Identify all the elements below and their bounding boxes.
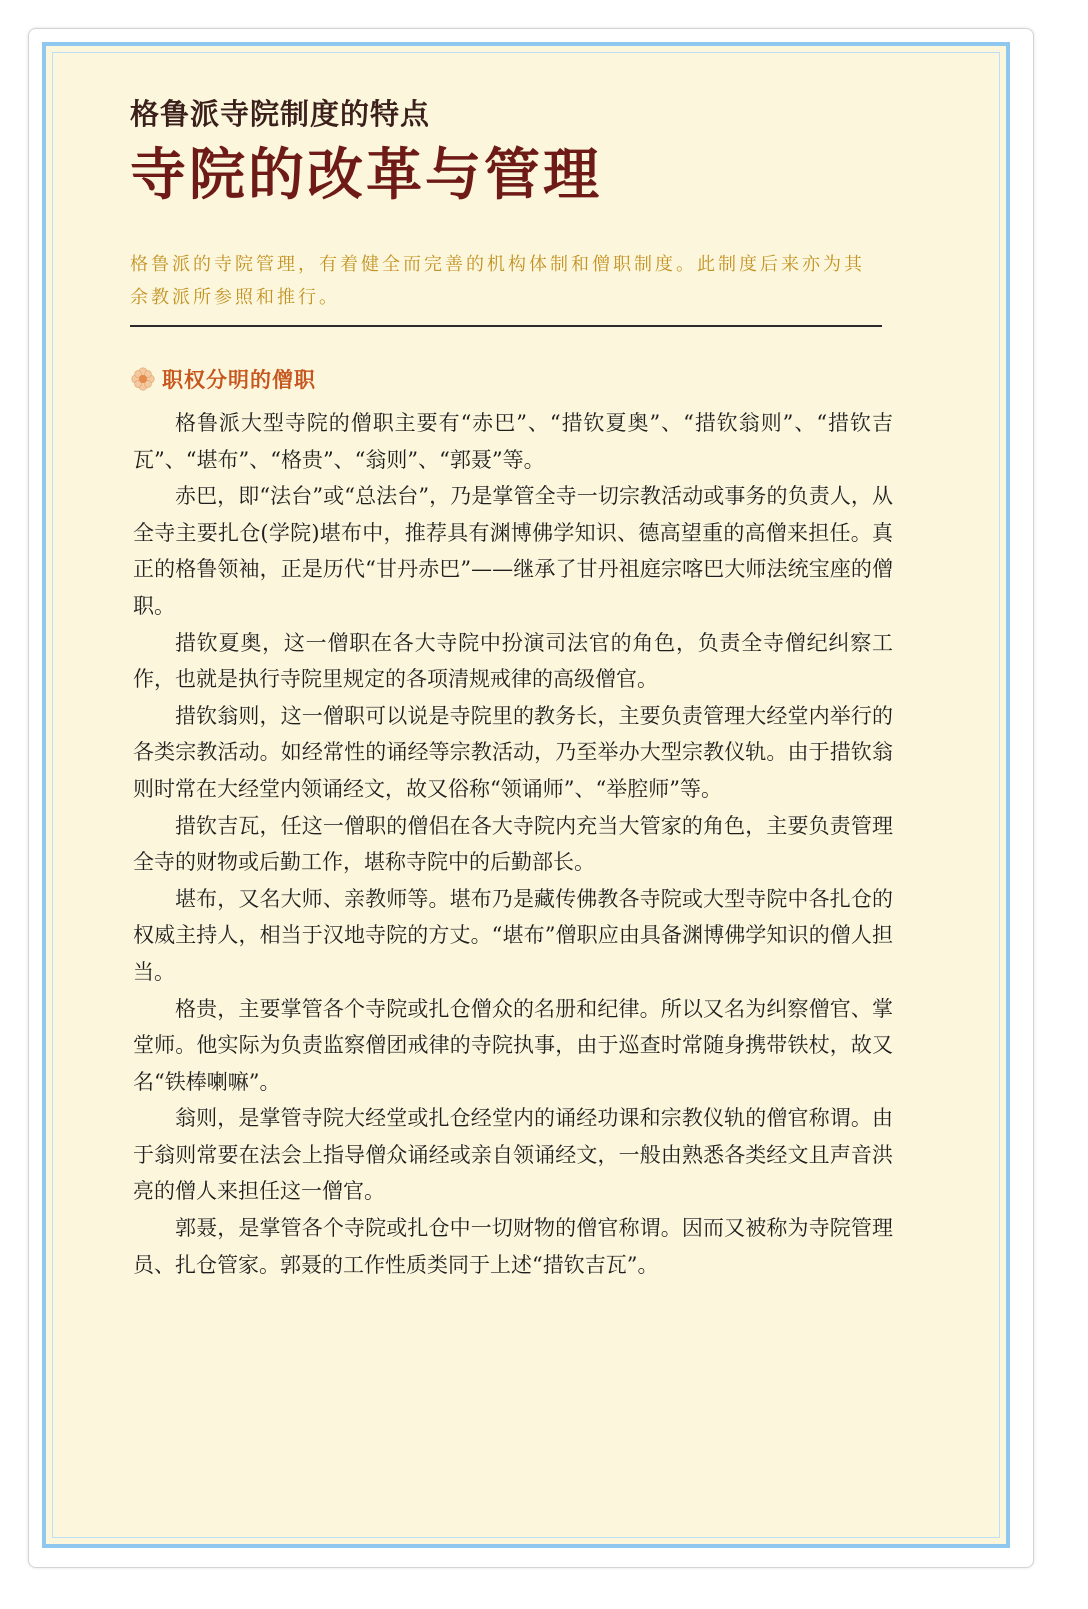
flower-icon — [130, 366, 156, 392]
section-title: 职权分明的僧职 — [162, 367, 316, 392]
article-kicker: 格鲁派寺院制度的特点 — [130, 97, 431, 131]
article-lead: 格鲁派的寺院管理，有着健全而完善的机构体制和僧职制度。此制度后来亦为其余教派所参照和推行。 — [130, 254, 865, 308]
article-body — [133, 405, 893, 1283]
paragraph: 郭聂，是掌管各个寺院或扎仓中一切财物的僧官称谓。因而又被称为寺院管理员、扎仓管家。郭聂的工作性质类同于上述“措钦吉瓦”。 — [133, 1216, 893, 1277]
article-title: 寺院的改革与管理 — [130, 142, 602, 208]
divider-rule — [130, 325, 882, 327]
paragraph: 赤巴，即“法台”或“总法台”，乃是掌管全寺一切宗教活动或事务的负责人，从全寺主要扎仓(学院)堪布中，推荐具有渊博佛学知识、德高望重的高僧来担任。真正的格鲁领袖，正是历代“甘丹赤巴”——继承了甘丹祖庭宗喀巴大师法统宝座的僧职。 — [133, 484, 893, 618]
paragraph: 措钦翁则，这一僧职可以说是寺院里的教务长，主要负责管理大经堂内举行的各类宗教活动。如经常性的诵经等宗教活动，乃至举办大型宗教仪轨。由于措钦翁则时常在大经堂内领诵经文，故又俗称“领诵师”、“举腔师”等。 — [133, 703, 893, 801]
paragraph: 格鲁派大型寺院的僧职主要有“赤巴”、“措钦夏奥”、“措钦翁则”、“措钦吉瓦”、“堪布”、“格贵”、“翁则”、“郭聂”等。 — [133, 411, 893, 472]
paragraph: 措钦吉瓦，任这一僧职的僧侣在各大寺院内充当大管家的角色，主要负责管理全寺的财物或后勤工作，堪称寺院中的后勤部长。 — [133, 813, 893, 875]
paragraph: 格贵，主要掌管各个寺院或扎仓僧众的名册和纪律。所以又名为纠察僧官、掌堂师。他实际为负责监察僧团戒律的寺院执事，由于巡查时常随身携带铁杖，故又名“铁棒喇嘛”。 — [133, 996, 893, 1094]
section-heading — [130, 364, 316, 394]
paragraph: 措钦夏奥，这一僧职在各大寺院中扮演司法官的角色，负责全寺僧纪纠察工作，也就是执行寺院里规定的各项清规戒律的高级僧官。 — [133, 630, 893, 692]
paragraph: 翁则，是掌管寺院大经堂或扎仓经堂内的诵经功课和宗教仪轨的僧官称谓。由于翁则常要在法会上指导僧众诵经或亲自领诵经文，一般由熟悉各类经文且声音洪亮的僧人来担任这一僧官。 — [133, 1106, 893, 1204]
paragraph: 堪布，又名大师、亲教师等。堪布乃是藏传佛教各寺院或大型寺院中各扎仓的权威主持人，相当于汉地寺院的方丈。“堪布”僧职应由具备渊博佛学知识的僧人担当。 — [133, 886, 893, 984]
